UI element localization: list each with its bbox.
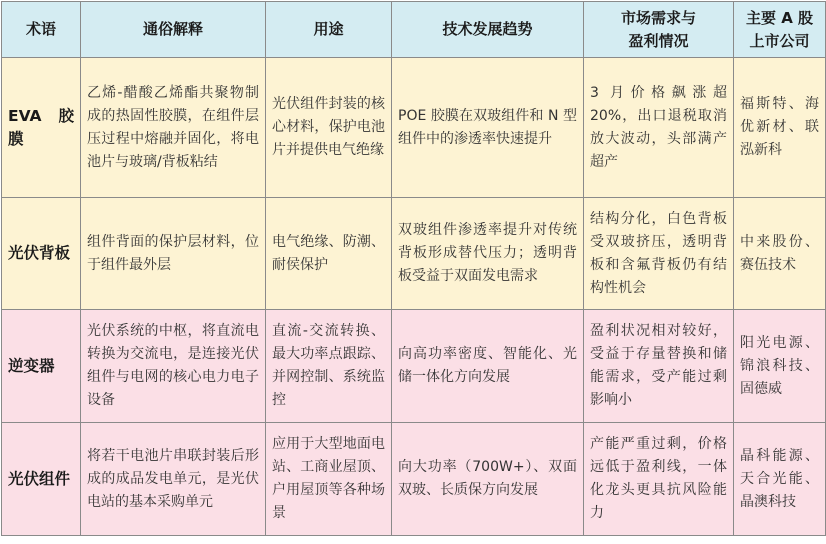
- row-usage: 应用于大型地面电站、工商业屋顶、户用屋顶等各种场景: [266, 423, 392, 536]
- row-explain: 将若干电池片串联封装后形成的成品发电单元，是光伏电站的基本采购单元: [81, 423, 266, 536]
- row-trend: 向高功率密度、智能化、光储一体化方向发展: [392, 310, 584, 423]
- row-usage: 直流-交流转换、最大功率点跟踪、并网控制、系统监控: [266, 310, 392, 423]
- table-row: [2, 310, 826, 423]
- header-trend: 技术发展趋势: [392, 2, 584, 58]
- row-market: 结构分化，白色背板受双玻挤压，透明背板和含氟背板仍有结构性机会: [584, 198, 734, 310]
- header-explain: 通俗解释: [81, 2, 266, 58]
- header-market: 市场需求与 盈利情况: [584, 2, 734, 58]
- row-explain: 乙烯-醋酸乙烯酯共聚物制成的热固性胶膜，在组件层压过程中熔融并固化，将电池片与玻璃/背板粘结: [81, 58, 266, 198]
- header-term: 术语: [2, 2, 81, 58]
- row-market: 3 月价格飙涨超 20%，出口退税取消放大波动，头部满产超产: [584, 58, 734, 198]
- row-trend: 向大功率（700W+）、双面双玻、长质保方向发展: [392, 423, 584, 536]
- row-term: 逆变器: [2, 310, 81, 423]
- row-market: 盈利状况相对较好，受益于存量替换和储能需求，受产能过剩影响小: [584, 310, 734, 423]
- header-row: [2, 2, 826, 58]
- row-term: 光伏背板: [2, 198, 81, 310]
- row-trend: 双玻组件渗透率提升对传统背板形成替代压力；透明背板受益于双面发电需求: [392, 198, 584, 310]
- table-row: [2, 58, 826, 198]
- header-usage: 用途: [266, 2, 392, 58]
- row-explain: 组件背面的保护层材料，位于组件最外层: [81, 198, 266, 310]
- row-companies: 福斯特、海优新材、联泓新科: [734, 58, 826, 198]
- row-trend: POE 胶膜在双玻组件和 N 型组件中的渗透率快速提升: [392, 58, 584, 198]
- header-companies: 主要 A 股 上市公司: [734, 2, 826, 58]
- row-market: 产能严重过剩，价格远低于盈利线，一体化龙头更具抗风险能力: [584, 423, 734, 536]
- table-row: [2, 198, 826, 310]
- row-usage: 电气绝缘、防潮、耐侯保护: [266, 198, 392, 310]
- table-row: [2, 423, 826, 536]
- row-explain: 光伏系统的中枢，将直流电转换为交流电，是连接光伏组件与电网的核心电力电子设备: [81, 310, 266, 423]
- row-term: 光伏组件: [2, 423, 81, 536]
- glossary-table: [1, 1, 826, 536]
- row-companies: 晶科能源、天合光能、晶澳科技: [734, 423, 826, 536]
- row-companies: 阳光电源、锦浪科技、固德威: [734, 310, 826, 423]
- row-usage: 光伏组件封装的核心材料，保护电池片并提供电气绝缘: [266, 58, 392, 198]
- row-companies: 中来股份、赛伍技术: [734, 198, 826, 310]
- row-term: EVA 胶膜: [2, 58, 81, 198]
